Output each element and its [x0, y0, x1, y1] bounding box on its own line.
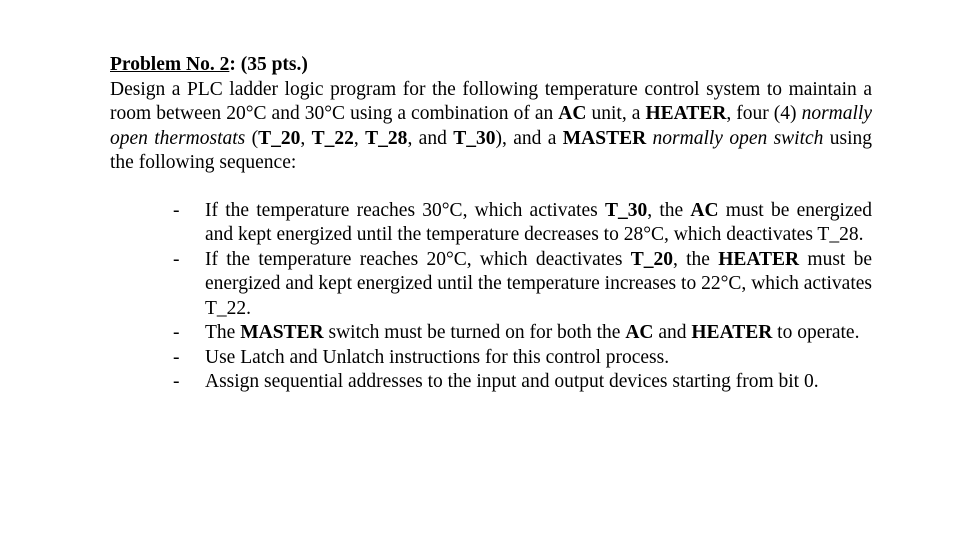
term-heater: HEATER	[645, 103, 727, 124]
item-text: If the temperature reaches 30°C, which activates	[205, 199, 605, 221]
term-ac: AC	[558, 103, 587, 124]
item-text: and	[653, 322, 692, 343]
intro-text: , four (4)	[726, 103, 802, 124]
bullet-dash: -	[173, 199, 180, 221]
problem-document	[110, 53, 872, 395]
list-item	[110, 248, 872, 322]
item-text: The	[205, 322, 241, 343]
item-text: must be energized and kept energized until the temperature decreases to 28°C, which deactivates T_28.	[205, 199, 873, 245]
intro-text: (	[245, 127, 259, 149]
bullet-dash: -	[173, 346, 180, 368]
intro-text: ,	[300, 127, 312, 149]
problem-points: : (35 pts.)	[229, 54, 308, 75]
list-item	[110, 346, 872, 371]
intro-text: , and	[407, 127, 454, 149]
bullet-dash: -	[173, 248, 180, 270]
term-master: MASTER	[562, 127, 647, 149]
term-t30: T_30	[453, 127, 496, 149]
item-text: Use Latch and Unlatch instructions for this control process.	[205, 346, 670, 368]
item-text: to operate.	[772, 322, 860, 343]
list-item	[110, 370, 872, 395]
intro-text: unit, a	[586, 103, 646, 124]
list-item	[110, 199, 872, 248]
item-bold: T_30	[604, 199, 648, 221]
item-text: , the	[647, 199, 691, 221]
term-t22: T_22	[311, 127, 354, 149]
intro-text: ,	[353, 127, 366, 149]
item-text: , the	[672, 248, 719, 270]
item-text: Assign sequential addresses to the input and output devices starting from bit 0.	[205, 371, 819, 392]
term-t28: T_28	[365, 127, 408, 149]
requirements-list	[110, 199, 872, 395]
item-bold: HEATER	[691, 322, 773, 343]
term-thermostats: normally open thermostats	[110, 103, 872, 149]
bullet-dash: -	[173, 322, 180, 343]
item-bold: MASTER	[240, 322, 324, 343]
item-bold: HEATER	[718, 248, 800, 270]
intro-text: ), and a	[495, 127, 563, 149]
bullet-dash: -	[173, 371, 180, 392]
item-bold: AC	[625, 322, 654, 343]
intro-text: Design a PLC ladder logic program for the following temperature control system to maintain a room between 20°C and 30°C using a combination of an	[110, 78, 872, 124]
item-text: switch must be turned on for both the	[323, 322, 626, 343]
problem-heading	[110, 53, 872, 78]
problem-intro	[110, 78, 872, 176]
term-t20: T_20	[258, 127, 301, 149]
term-switch: normally open switch	[652, 127, 824, 149]
item-bold: AC	[690, 199, 719, 221]
item-text: must be energized and kept energized until the temperature increases to 22°C, which activates T_22.	[205, 248, 873, 319]
problem-label: Problem No. 2	[110, 54, 230, 75]
item-text: If the temperature reaches 20°C, which deactivates	[205, 248, 631, 270]
item-bold: T_20	[630, 248, 673, 270]
list-item	[110, 321, 872, 346]
intro-text: using the following sequence:	[110, 127, 873, 173]
